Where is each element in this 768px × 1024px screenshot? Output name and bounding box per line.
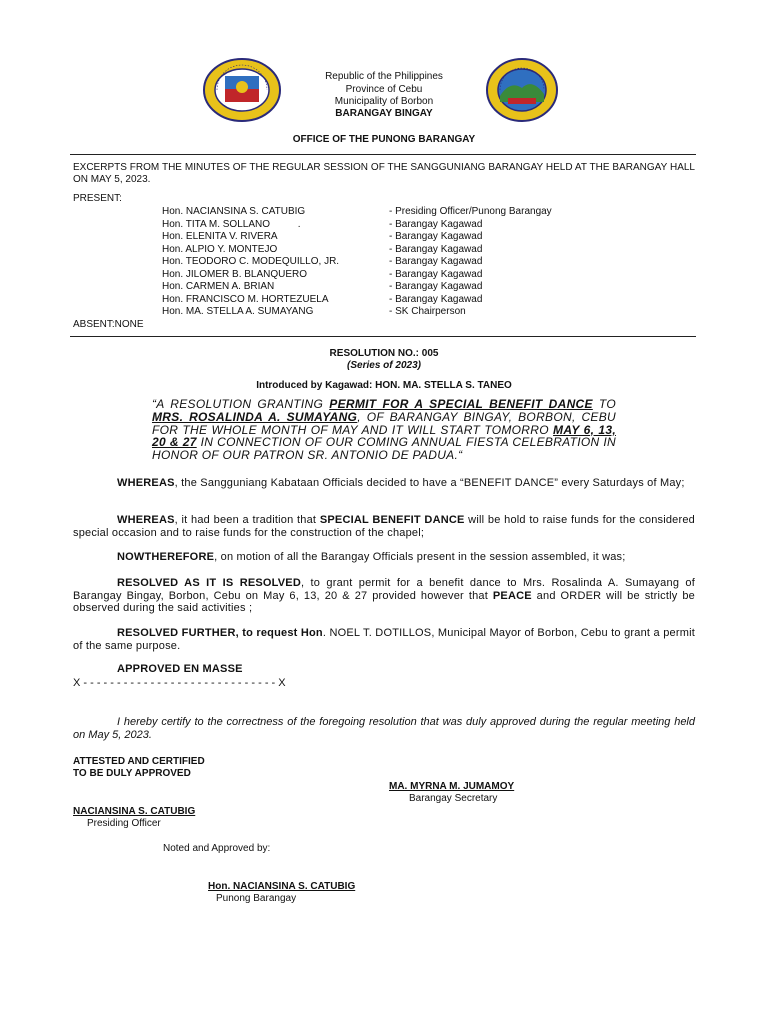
paragraph-text: , the Sangguniang Kabataan Officials decided to have a “BENEFIT DANCE” every Saturdays of May; xyxy=(174,477,685,489)
header-republic: Republic of the Philippines xyxy=(325,71,443,82)
official-position: - Barangay Kagawad xyxy=(389,231,483,242)
title-permit: PERMIT FOR A SPECIAL BENEFIT DANCE xyxy=(329,397,593,411)
resolution-introduced-by: Introduced by Kagawad: HON. MA. STELLA S. TANEO xyxy=(256,380,512,391)
resolved-label: RESOLVED FURTHER, to request Hon xyxy=(117,627,323,639)
paragraph-text: and ORDER will be strictly be observed during the said activities ; xyxy=(73,589,696,615)
presiding-officer-title: Presiding Officer xyxy=(87,818,161,829)
secretary-name: MA. MYRNA M. JUMAMOY xyxy=(389,781,515,792)
title-recipient: MRS. ROSALINDA A. SUMAYANG xyxy=(152,409,358,424)
resolved-paragraph-2 xyxy=(73,627,695,652)
paragraph-text: , to grant permit for a benefit dance to Mrs. Rosalinda A. Sumayang of Barangay Bingay, Borbon, Cebu on May 6, 13, 20 & 27 provided however that xyxy=(73,577,696,602)
office-title: OFFICE OF THE PUNONG BARANGAY xyxy=(292,134,476,145)
paragraph-text: I hereby certify to the correctness of the foregoing resolution that was duly approved during the regular meeting held on May 5, 2023. xyxy=(73,716,695,741)
punong-barangay-name: Hon. NACIANSINA S. CATUBIG xyxy=(208,881,356,892)
paragraph-text: will be hold to raise funds for the considered special occasion and to raise funds for the construction of the chapel; xyxy=(73,514,695,539)
paragraph-text: . NOEL T. DOTILLOS, Municipal Mayor of Borbon, Cebu to grant a permit of the same purpose. xyxy=(73,627,695,652)
official-name: Hon. ELENITA V. RIVERA xyxy=(162,231,278,242)
present-label: PRESENT: xyxy=(73,193,122,204)
official-position: - Barangay Kagawad xyxy=(389,243,483,255)
noted-approved-label: Noted and Approved by: xyxy=(163,843,271,854)
nowtherefore-label: NOWTHEREFORE xyxy=(117,551,215,563)
resolved-paragraph-1 xyxy=(73,577,695,615)
official-position: - Barangay Kagawad xyxy=(389,256,483,267)
title-text: TO xyxy=(592,397,616,411)
official-position: - SK Chairperson xyxy=(389,306,466,317)
section-divider xyxy=(70,336,696,337)
header-province: Province of Cebu xyxy=(345,84,423,95)
minutes-intro: EXCERPTS FROM THE MINUTES OF THE REGULAR SESSION OF THE SANGGUNIANG BARANGAY HELD AT THE BARANGAY HALL ON MAY 5, 2023. xyxy=(73,162,695,186)
official-position: - Presiding Officer/Punong Barangay xyxy=(389,206,552,217)
resolution-number: RESOLUTION NO.: 005 xyxy=(329,348,439,359)
official-position: - Barangay Kagawad xyxy=(389,281,483,292)
resolved-label: RESOLVED AS IT IS RESOLVED xyxy=(117,577,301,589)
official-position: - Barangay Kagawad xyxy=(389,268,483,280)
official-name: Hon. MA. STELLA A. SUMAYANG xyxy=(162,306,314,317)
title-text: IN CONNECTION OF OUR COMING ANNUAL FIESTA CELEBRATION IN HONOR OF OUR PATRON SR. ANTONIO DE PADUA.“ xyxy=(152,435,616,463)
official-position: - Barangay Kagawad xyxy=(389,293,483,305)
title-text: , OF BARANGAY BINGAY, BORBON, CEBU FOR THE WHOLE MONTH OF MAY AND IT WILL START TOMORRO xyxy=(152,409,616,437)
paragraph-text: , it had been a tradition that xyxy=(174,514,320,526)
title-dates: MAY 6, 13, 20 & 27 xyxy=(152,422,616,450)
attested-line-1: ATTESTED AND CERTIFIED xyxy=(73,756,205,767)
official-name: Hon. TITA M. SOLLANO . xyxy=(162,218,301,230)
whereas-paragraph-2 xyxy=(73,514,695,539)
title-text: “A RESOLUTION GRANTING xyxy=(152,397,330,411)
attested-line-2: TO BE DULY APPROVED xyxy=(73,768,191,779)
official-position: - Barangay Kagawad xyxy=(389,218,483,230)
certification-paragraph xyxy=(73,716,695,741)
presiding-officer-name: NACIANSINA S. CATUBIG xyxy=(73,806,196,817)
x-line: X - - - - - - - - - - - - - - - - - - - - - - - - - - - - - X xyxy=(73,677,286,689)
header-municipality: Municipality of Borbon xyxy=(334,96,434,107)
approved-en-masse: APPROVED EN MASSE xyxy=(117,663,243,675)
official-name: Hon. CARMEN A. BRIAN xyxy=(162,281,275,292)
whereas-label: WHEREAS xyxy=(117,514,175,526)
header-barangay: BARANGAY BINGAY xyxy=(335,108,433,119)
emphasis-text: SPECIAL BENEFIT DANCE xyxy=(319,514,465,526)
official-name: Hon. FRANCISCO M. HORTEZUELA xyxy=(162,293,329,305)
nowtherefore-paragraph xyxy=(73,551,695,564)
whereas-paragraph-1 xyxy=(73,477,695,490)
punong-barangay-title: Punong Barangay xyxy=(216,893,297,904)
header-divider xyxy=(70,154,696,155)
paragraph-text: , on motion of all the Barangay Officials present in the session assembled, it was; xyxy=(214,551,626,563)
official-name: Hon. JILOMER B. BLANQUERO xyxy=(162,268,308,280)
resolution-series: (Series of 2023) xyxy=(347,360,421,371)
whereas-label: WHEREAS xyxy=(117,477,175,489)
emphasis-text: PEACE xyxy=(492,589,532,602)
official-name: Hon. TEODORO C. MODEQUILLO, JR. xyxy=(162,256,340,267)
resolution-title xyxy=(152,398,616,462)
absent-line: ABSENT:NONE xyxy=(73,319,144,330)
official-name: Hon. NACIANSINA S. CATUBIG xyxy=(162,206,306,217)
official-name: Hon. ALPIO Y. MONTEJO xyxy=(162,243,278,255)
secretary-title: Barangay Secretary xyxy=(409,793,498,804)
